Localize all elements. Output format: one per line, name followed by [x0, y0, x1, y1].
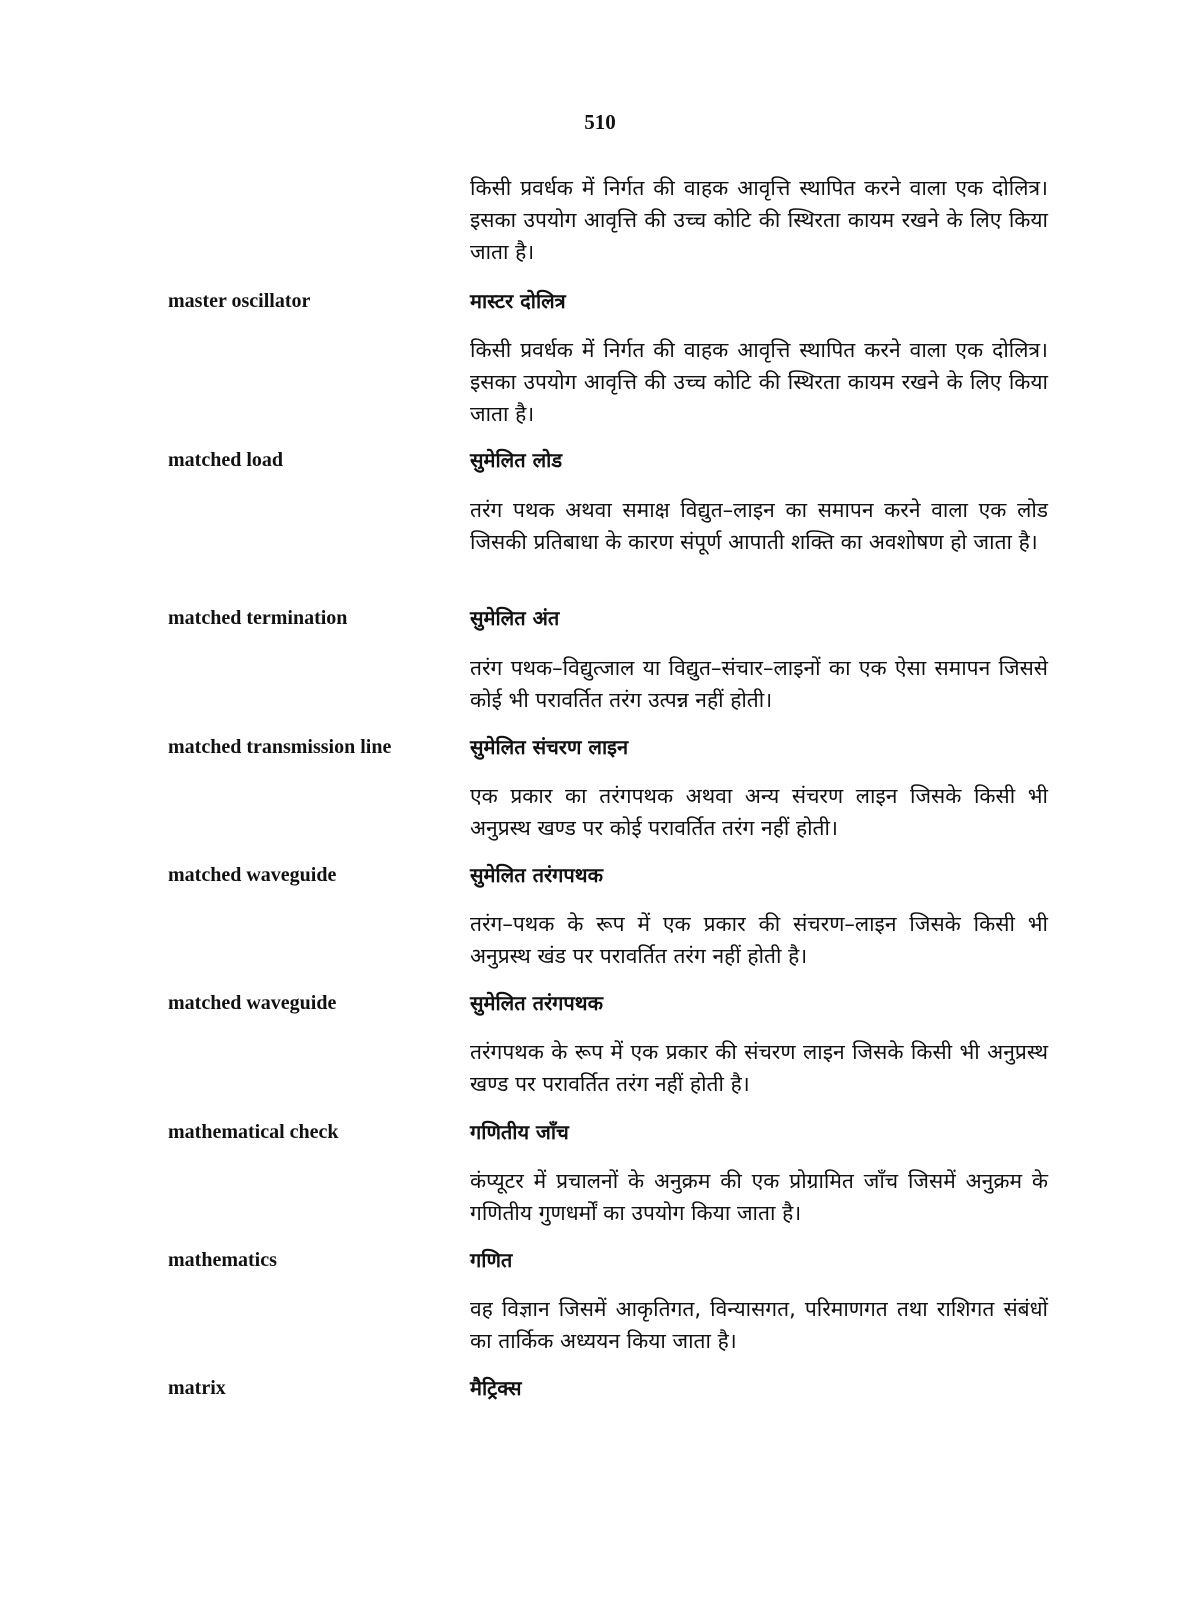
- entry-hindi-term: सुमेलित लोड: [470, 448, 563, 472]
- entry-definition: एक प्रकार का तरंगपथक अथवा अन्य संचरण लाइन जिसके किसी भी अनुप्रस्थ खण्ड पर कोई परावर्तित तरंग नहीं होती।: [470, 784, 1048, 840]
- entry-hindi-term: मैट्रिक्स: [470, 1376, 522, 1400]
- entry-definition: कंप्यूटर में प्रचालनों के अनुक्रम की एक प्रोग्रामित जाँच जिसमें अनुक्रम के गणितीय गुणधर्मों का उपयोग किया जाता है।: [470, 1169, 1048, 1225]
- entry-term: matrix: [168, 1377, 226, 1399]
- entry-definition: तरंगपथक के रूप में एक प्रकार की संचरण लाइन जिसके किसी भी अनुप्रस्थ खण्ड पर परावर्तित तरंग नहीं होती है।: [470, 1040, 1048, 1096]
- entry-hindi-term: सुमेलित तरंगपथक: [470, 863, 603, 887]
- entry-term: matched termination: [168, 607, 348, 629]
- entry-definition: तरंग–पथक के रूप में एक प्रकार की संचरण–लाइन जिसके किसी भी अनुप्रस्थ खंड पर परावर्तित तरंग नहीं होती है।: [470, 912, 1048, 968]
- entry-definition: तरंग पथक अथवा समाक्ष विद्युत–लाइन का समापन करने वाला एक लोड जिसकी प्रतिबाधा के कारण संपूर्ण आपाती शक्ति का अवशोषण हो जाता है।: [470, 498, 1048, 554]
- entry-term: mathematical check: [168, 1121, 339, 1143]
- intro-definition: किसी प्रवर्धक में निर्गत की वाहक आवृत्ति स्थापित करने वाला एक दोलित्र। इसका उपयोग आवृत्ति की उच्च कोटि की स्थिरता कायम रखने के लिए किया जाता है।: [470, 176, 1048, 264]
- entry-term: matched waveguide: [168, 992, 337, 1014]
- entry-term: matched load: [168, 449, 283, 471]
- entry-hindi-term: सुमेलित अंत: [470, 606, 560, 630]
- entry-definition: वह विज्ञान जिसमें आकृतिगत, विन्यासगत, परिमाणगत तथा राशिगत संबंधों का तार्किक अध्ययन किया जाता है।: [470, 1297, 1048, 1353]
- entry-term: mathematics: [168, 1249, 277, 1271]
- page-number: 510: [584, 110, 616, 134]
- entry-hindi-term: मास्टर दोलित्र: [470, 289, 566, 313]
- entry-definition: तरंग पथक–विद्युत्जाल या विद्युत–संचार–लाइनों का एक ऐसा समापन जिससे कोई भी परावर्तित तरंग उत्पन्न नहीं होती।: [470, 656, 1048, 712]
- entry-term: matched waveguide: [168, 864, 337, 886]
- entry-term: master oscillator: [168, 290, 311, 312]
- entry-hindi-term: सुमेलित तरंगपथक: [470, 991, 603, 1015]
- entry-definition: किसी प्रवर्धक में निर्गत की वाहक आवृत्ति स्थापित करने वाला एक दोलित्र। इसका उपयोग आवृत्ति की उच्च कोटि की स्थिरता कायम रखने के लिए किया जाता है।: [470, 338, 1048, 426]
- entry-hindi-term: सुमेलित संचरण लाइन: [470, 735, 629, 759]
- entry-hindi-term: गणित: [470, 1248, 513, 1272]
- entry-term: matched transmission line: [168, 736, 392, 758]
- entry-hindi-term: गणितीय जाँच: [470, 1120, 569, 1144]
